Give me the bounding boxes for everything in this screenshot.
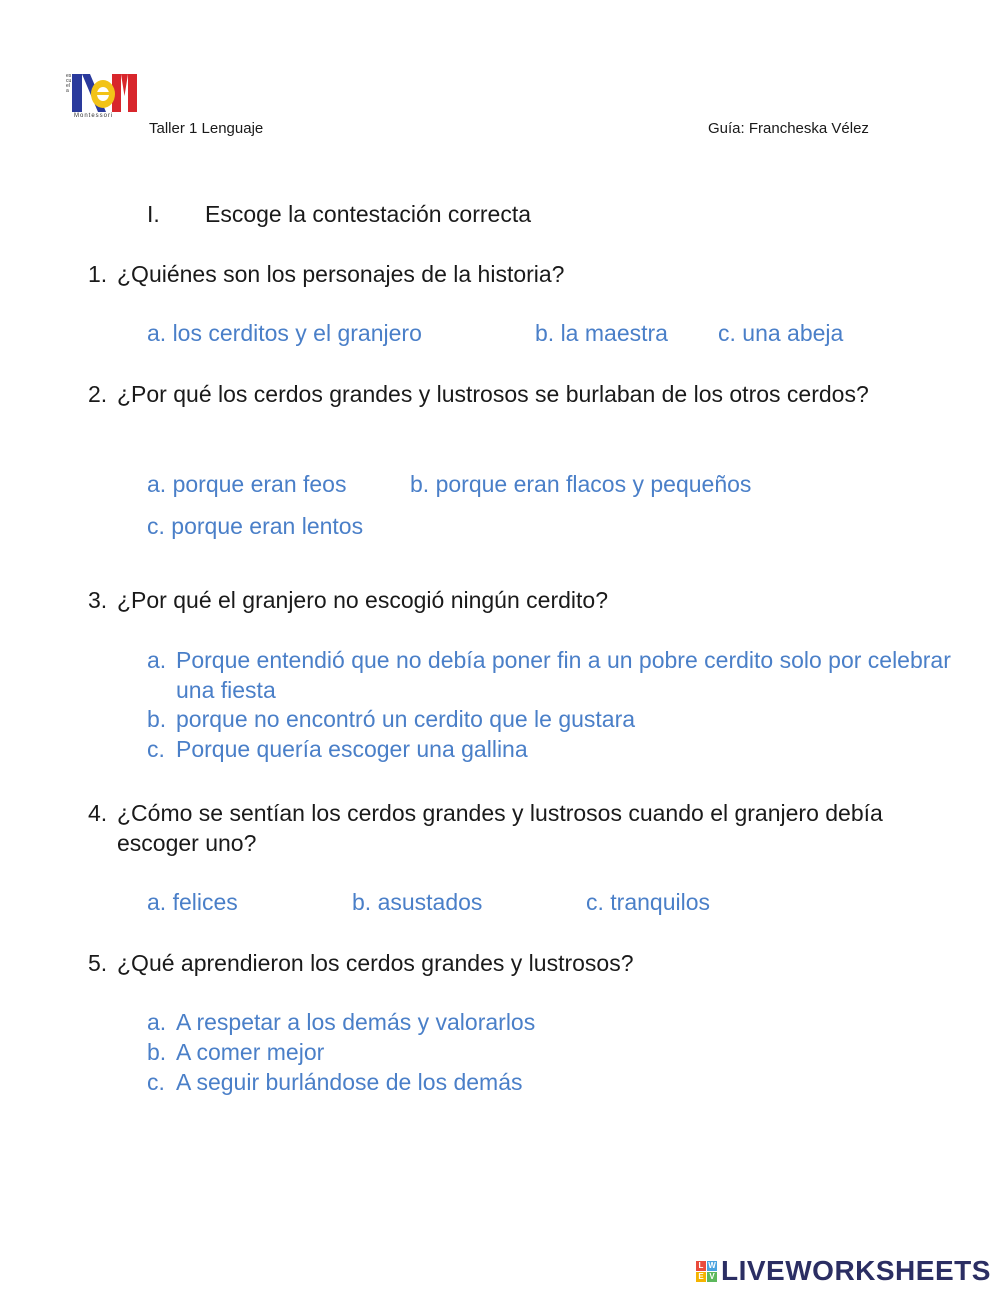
answer-letter: b. — [147, 1039, 167, 1065]
question-1 — [88, 259, 564, 289]
question-text: ¿Por qué los cerdos grandes y lustrosos se burlaban de los otros cerdos? — [117, 381, 869, 407]
answer-1a[interactable]: a. los cerditos y el granjero — [147, 320, 422, 346]
question-number: 5. — [88, 950, 108, 976]
question-5 — [88, 948, 634, 978]
logo-text-bottom: Montessori — [74, 113, 114, 119]
answer-4c[interactable]: c. tranquilos — [586, 889, 711, 915]
answer-1b[interactable]: b. la maestra — [535, 320, 668, 346]
guide-name: Guía: Francheska Vélez — [708, 120, 869, 137]
question-4 — [88, 798, 957, 858]
answer-1c[interactable]: c. una abeja — [718, 320, 844, 346]
question-number: 2. — [88, 381, 108, 407]
question-text: ¿Cómo se sentían los cerdos grandes y lustrosos cuando el granjero debía escoger uno? — [117, 800, 883, 856]
answer-letter: b. — [147, 706, 167, 732]
answer-letter: c. — [147, 1069, 165, 1095]
answer-3c[interactable] — [147, 734, 528, 764]
question-2 — [88, 379, 929, 409]
answer-4b[interactable]: b. asustados — [352, 889, 483, 915]
logo-text-top: escuela — [66, 73, 72, 94]
question-text: ¿Qué aprendieron los cerdos grandes y lustrosos? — [117, 950, 634, 976]
answer-2a[interactable]: a. porque eran feos — [147, 471, 347, 497]
section-numeral: I. — [147, 201, 160, 227]
answer-4a[interactable]: a. felices — [147, 889, 238, 915]
answer-5c[interactable] — [147, 1067, 523, 1097]
answer-letter: a. — [147, 647, 167, 673]
answer-text: A seguir burlándose de los demás — [176, 1069, 523, 1095]
liveworksheets-logo-icon: L W E V — [696, 1261, 717, 1282]
question-number: 3. — [88, 587, 108, 613]
answer-3b[interactable] — [147, 704, 635, 734]
school-logo-icon — [66, 72, 146, 122]
answer-letter: c. — [147, 736, 165, 762]
answer-5a[interactable] — [147, 1007, 535, 1037]
question-number: 4. — [88, 800, 108, 826]
answer-3a[interactable] — [147, 645, 956, 705]
workshop-title: Taller 1 Lenguaje — [149, 120, 264, 137]
answer-5b[interactable] — [147, 1037, 324, 1067]
question-number: 1. — [88, 261, 108, 287]
brand-name: LIVEWORKSHEETS — [721, 1255, 991, 1286]
question-text: ¿Quiénes son los personajes de la historia? — [117, 261, 565, 287]
answer-2b[interactable]: b. porque eran flacos y pequeños — [410, 471, 752, 497]
section-title: Escoge la contestación correcta — [205, 201, 532, 227]
question-text: ¿Por qué el granjero no escogió ningún cerdito? — [117, 587, 608, 613]
answer-text: A respetar a los demás y valorarlos — [176, 1009, 536, 1035]
question-3 — [88, 585, 608, 615]
answer-text: porque no encontró un cerdito que le gustara — [176, 706, 636, 732]
answer-2c[interactable]: c. porque eran lentos — [147, 513, 364, 539]
answer-text: A comer mejor — [176, 1039, 325, 1065]
answer-letter: a. — [147, 1009, 167, 1035]
liveworksheets-brand[interactable] — [696, 1255, 991, 1287]
answer-text: Porque entendió que no debía poner fin a un pobre cerdito solo por celebrar una fiesta — [176, 647, 951, 703]
answer-text: Porque quería escoger una gallina — [176, 736, 528, 762]
